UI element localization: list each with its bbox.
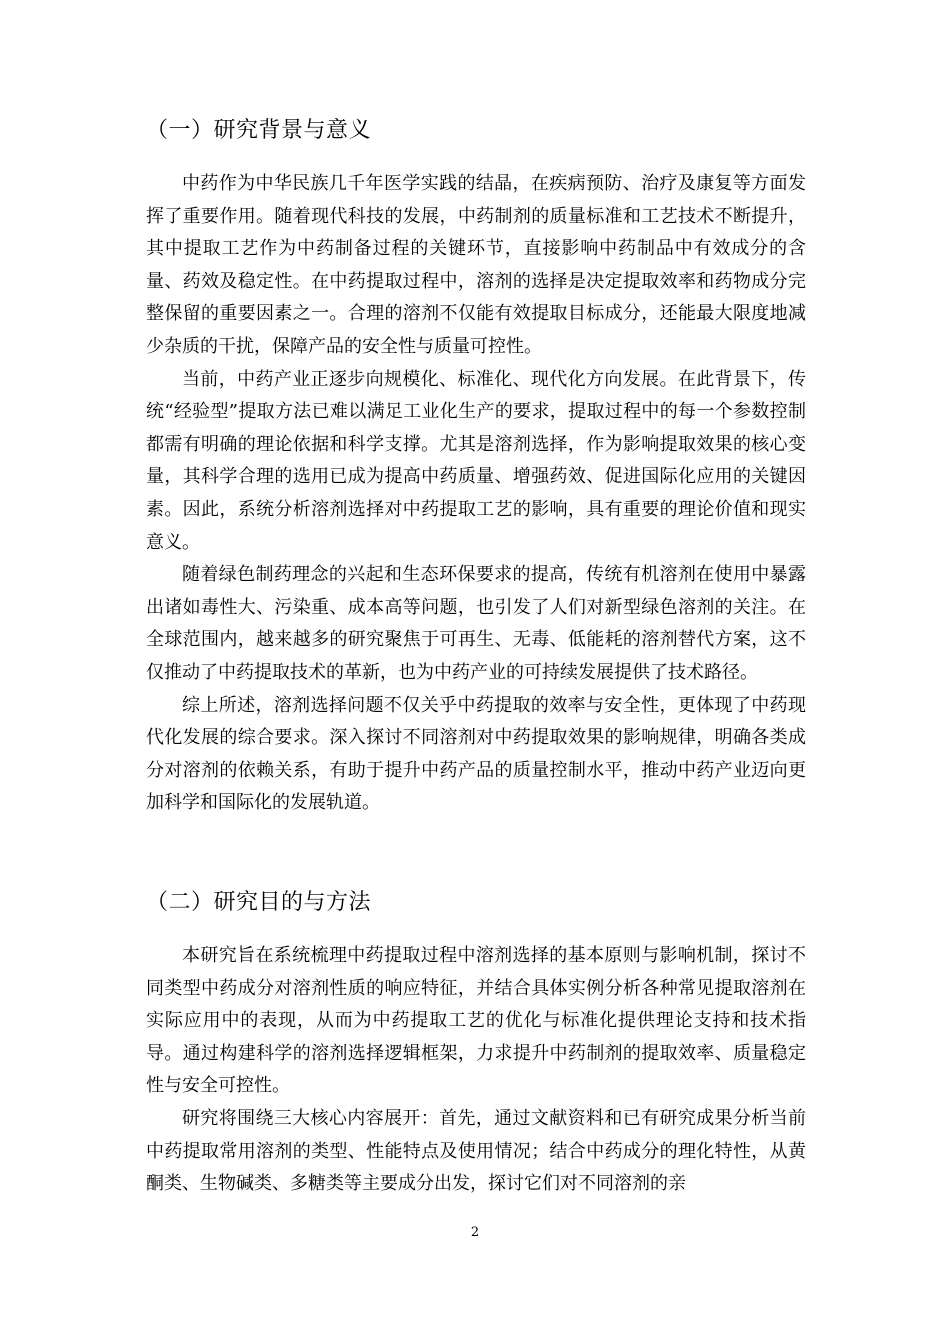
paragraph: 当前，中药产业正逐步向规模化、标准化、现代化方向发展。在此背景下，传统“经验型”提取方法已难以满足工业化生产的要求，提取过程中的每一个参数控制都需有明确的理论依据和科学支撑。尤其是溶剂选择，作为影响提取效果的核心变量，其科学合理的选用已成为提高中药质量、增强药效、促进国际化应用的关键因素。因此，系统分析溶剂选择对中药提取工艺的影响，具有重要的理论价值和现实意义。 [146, 368, 806, 553]
section-heading-purpose: （二）研究目的与方法 [146, 890, 372, 915]
section-heading-background: （一）研究背景与意义 [146, 118, 372, 143]
paragraph: 研究将围绕三大核心内容展开：首先，通过文献资料和已有研究成果分析当前中药提取常用溶剂的类型、性能特点及使用情况；结合中药成分的理化特性，从黄酮类、生物碱类、多糖类等主要成分出发，探讨它们对不同溶剂的亲 [146, 1107, 806, 1195]
page-number: 2 [470, 1225, 480, 1240]
paragraph: 中药作为中华民族几千年医学实践的结晶，在疾病预防、治疗及康复等方面发挥了重要作用。随着现代科技的发展，中药制剂的质量标准和工艺技术不断提升，其中提取工艺作为中药制备过程的关键环节，直接影响中药制品中有效成分的含量、药效及稳定性。在中药提取过程中，溶剂的选择是决定提取效率和药物成分完整保留的重要因素之一。合理的溶剂不仅能有效提取目标成分，还能最大限度地减少杂质的干扰，保障产品的安全性与质量可控性。 [146, 173, 806, 357]
paragraph: 本研究旨在系统梳理中药提取过程中溶剂选择的基本原则与影响机制，探讨不同类型中药成分对溶剂性质的响应特征，并结合具体实例分析各种常见提取溶剂在实际应用中的表现，从而为中药提取工艺的优化与标准化提供理论支持和技术指导。通过构建科学的溶剂选择逻辑框架，力求提升中药制剂的提取效率、质量稳定性与安全可控性。 [146, 945, 806, 1097]
section-body-background [146, 168, 806, 820]
paragraph: 随着绿色制药理念的兴起和生态环保要求的提高，传统有机溶剂在使用中暴露出诸如毒性大、污染重、成本高等问题，也引发了人们对新型绿色溶剂的关注。在全球范围内，越来越多的研究聚焦于可再生、无毒、低能耗的溶剂替代方案，这不仅推动了中药提取技术的革新，也为中药产业的可持续发展提供了技术路径。 [146, 564, 806, 683]
section-body-purpose [146, 940, 806, 1201]
paragraph: 综上所述，溶剂选择问题不仅关乎中药提取的效率与安全性，更体现了中药现代化发展的综合要求。深入探讨不同溶剂对中药提取效果的影响规律，明确各类成分对溶剂的依赖关系，有助于提升中药产品的质量控制水平，推动中药产业迈向更加科学和国际化的发展轨道。 [146, 694, 806, 814]
